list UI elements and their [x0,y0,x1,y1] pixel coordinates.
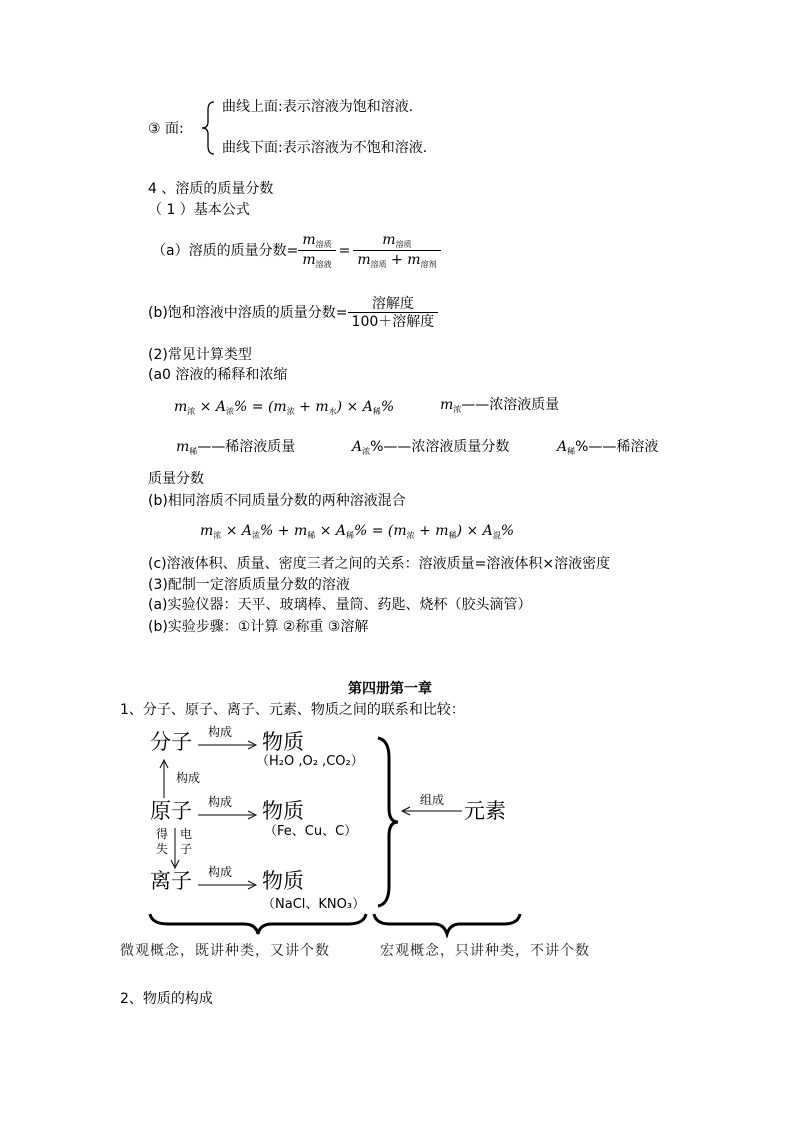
macro-concept-caption: 宏观概念，只讲种类，不讲个数 [380,943,590,959]
substance-label-2: 物质 [262,799,304,823]
compose-label-1: 构成 [208,725,233,739]
compose-label-3: 构成 [208,865,233,879]
chapter-item-1: 1、分子、原子、离子、元素、物质之间的联系和比较： [120,702,465,718]
bottom-brace-right-icon [372,912,522,938]
ion-label: 离子 [150,869,192,893]
formula-b-fraction: $\frac{\text{溶解度}}{\text{100＋溶解度}}$ [348,296,439,331]
arrow-right-icon [196,810,260,820]
instruments-line: (a)实验仪器：天平、玻璃棒、量筒、药匙、烧杯（胶头滴管） [148,597,532,613]
def-m-dil: $m_稀——$稀溶液质量 [176,439,296,456]
mix-equation: $m_浓 \times A_浓\% + m_稀 \times A_稀\% = (m_浓 + m_稀) \times A_混\%$ [200,523,515,540]
formula-a-fraction1: $\frac{m_{溶质}}{m_{溶液}}$ [298,232,335,271]
atom-examples: （Fe、Cu、C） [264,824,358,839]
steps-line: (b)实验步骤：①计算 ②称重 ③溶解 [148,619,369,635]
molecule-examples: （H₂O ,O₂ ,CO₂） [256,754,364,769]
arrow-right-icon [196,740,260,750]
lose-label: 失 [156,842,169,856]
formula-b-label: (b)饱和溶液中溶质的质量分数= [148,304,348,321]
bottom-brace-left-icon [148,912,368,938]
formula-a: （a）溶质的质量分数= $\frac{m_{溶质}}{m_{溶液}}$ = $\frac{m_{溶质}}{m_{溶质} + m_{溶剂}}$ [152,232,441,271]
dilution-title: (a0 溶液的稀释和浓缩 [148,367,288,383]
face-label: ③ 面: [148,121,184,137]
substance-label-3: 物质 [262,869,304,893]
subsection-calc-types: (2)常见计算类型 [148,347,252,363]
left-brace-icon [200,100,216,156]
electron-label-1: 电 [180,827,193,841]
def-m-conc: $m_浓——$浓溶液质量 [440,397,560,414]
def-a-dil: $A_稀\%——$稀溶液 [557,439,659,456]
curve-above-text: 曲线上面:表示溶液为饱和溶液. [222,99,414,115]
volume-mass-density: (c)溶液体积、质量、密度三者之间的关系：溶液质量=溶液体积×溶液密度 [148,556,611,572]
arrow-right-icon [196,880,260,890]
right-brace-icon [372,736,402,908]
molecule-label: 分子 [150,730,192,754]
def-a-dil-cont: 质量分数 [148,471,204,487]
arrow-left-icon [400,806,464,816]
compose-label-up: 构成 [176,771,201,785]
formula-b [148,296,438,331]
subsection-basic-formula: （ 1 ）基本公式 [148,202,250,218]
formula-a-fraction2: $\frac{m_{溶质}}{m_{溶质} + m_{溶剂}}$ [353,232,440,271]
form-label: 组成 [420,793,445,807]
curve-below-text: 曲线下面:表示溶液为不饱和溶液. [222,140,428,156]
arrow-up-icon [158,758,170,800]
compose-label-2: 构成 [208,795,233,809]
chapter-item-2: 2、物质的构成 [120,991,213,1007]
electron-label-2: 子 [180,842,193,856]
mix-title: (b)相同溶质不同质量分数的两种溶液混合 [148,493,406,509]
formula-a-label: （a）溶质的质量分数= [152,242,299,259]
chapter-title: 第四册第一章 [348,681,432,697]
micro-concept-caption: 微观概念，既讲种类，又讲个数 [120,943,330,959]
element-label: 元素 [464,799,506,823]
def-a-conc: $A_浓\%——$浓溶液质量分数 [352,439,510,456]
substance-label-1: 物质 [262,730,304,754]
dilution-equation: $m_浓 \times A_浓\% = (m_浓 + m_水) \times A_稀\%$ [174,399,395,416]
ion-examples: （NaCl、KNO₃） [262,897,366,912]
section-title: 4 、溶质的质量分数 [148,181,274,197]
gain-label: 得 [156,827,169,841]
subsection-prepare: (3)配制一定溶质质量分数的溶液 [148,577,350,593]
atom-label: 原子 [150,799,192,823]
